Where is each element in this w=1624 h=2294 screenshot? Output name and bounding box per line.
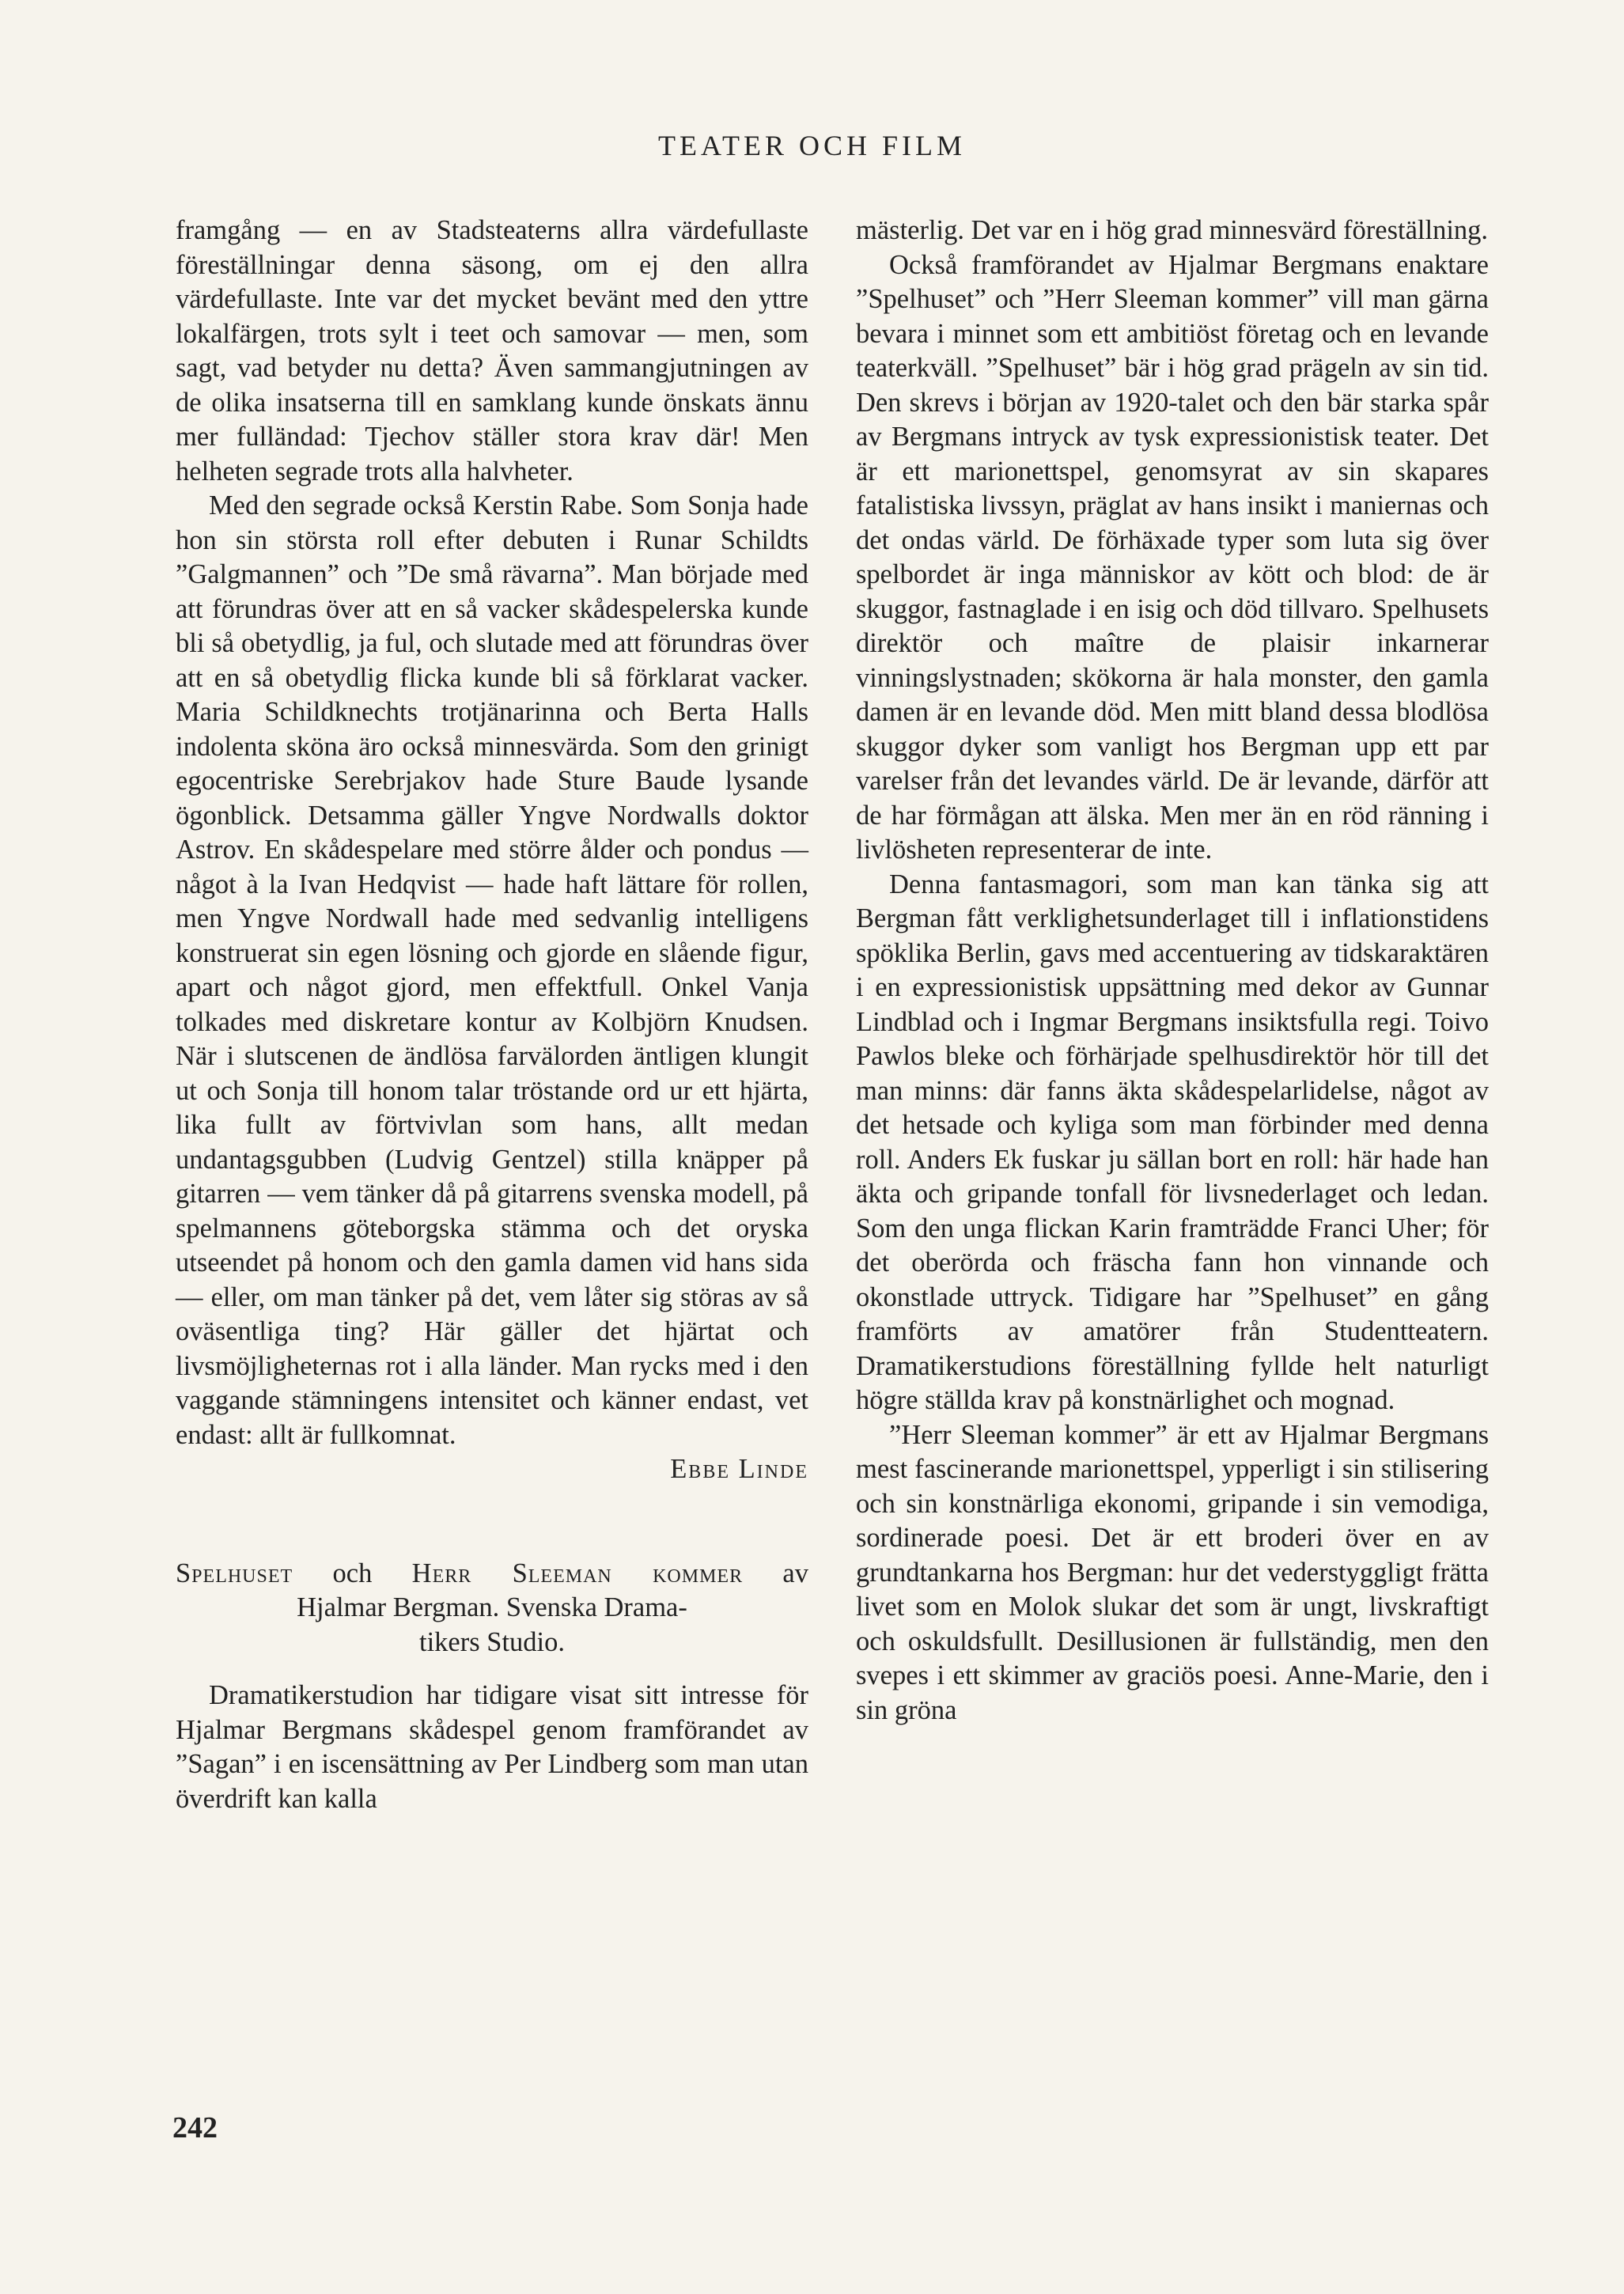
article-paragraph: ”Herr Sleeman kommer” är ett av Hjalmar Bergmans mest fascinerande marionettspel, ypperligt i sin stilisering och sin konstnärliga ekonomi, gripande i sin vemodiga, sordinerade poesi. Det är ett broderi över en av grundtankarna hos Bergman: hur det vederstyggligt frätta livet som en Molok slukar det som är ungt, livskraftigt och oskuldsfullt. Desillusionen är fullständig, men den svepes i ett skimmer av graciös poesi. Anne-Marie, den i sin gröna: [856, 1419, 1489, 1725]
left-column: [176, 214, 808, 1816]
review-conjunction: och: [293, 1558, 412, 1588]
author-signature: Ebbe Linde: [670, 1454, 808, 1484]
review-title-1: Spelhuset: [176, 1558, 293, 1588]
review-heading-line-3: tikers Studio.: [418, 1626, 565, 1657]
article-paragraph: framgång — en av Stadsteaterns allra värdefullaste föreställningar denna säsong, om ej den allra värdefullaste. Inte var det mycket bevänt med den yttre lokalfärgen, trots sylt i teet och samovar — men, som sagt, vad betyder nu detta? Även sammangjutningen av de olika insatserna till en samklang kunde önskats ännu mer fulländad: Tjechov ställer stora krav där! Men helheten segrade trots alla halvheter.: [176, 215, 808, 486]
running-header: TEATER OCH FILM: [658, 130, 966, 161]
article-paragraph: Också framförandet av Hjalmar Bergmans enaktare ”Spelhuset” och ”Herr Sleeman kommer” vill man gärna bevara i minnet som ett ambitiöst företag och en levande teaterkväll. ”Spelhuset” bär i hög grad prägeln av sin tid. Den skrevs i början av 1920-talet och den bär starka spår av Bergmans intryck av tysk expressionistisk teater. Det är ett marionettspel, genomsyrat av sin skapares fatalistiska livssyn, präglat av hans insikt i maniernas och det ondas värld. De förhäxade typer som luta sig över spelbordet är inga människor av kött och blod: de är skuggor, fastnaglade i en isig och död tillvaro. Spelhusets direktör och maître de plaisir inkarnerar vinningslystnaden; skökorna är hala monster, den gamla damen är en levande död. Men mitt bland dessa blodlösa skuggor dyker som vanligt hos Bergman upp ett par varelser från det levandes värld. De är levande, därför att de har förmågan att älska. Men mer än en röd ränning i livlösheten representerar de inte.: [856, 249, 1489, 865]
article-paragraph: mästerlig. Det var en i hög grad minnesvärd föreställning.: [856, 215, 1489, 245]
review-heading-line-2: Hjalmar Bergman. Svenska Drama-: [297, 1592, 687, 1622]
page-number: 242: [172, 2111, 218, 2144]
right-column: [856, 214, 1489, 1728]
article-paragraph: Med den segrade också Kerstin Rabe. Som Sonja hade hon sin största roll efter debuten i Runar Schildts ”Galgmannen” och ”De små rävarna”. Man började med att förundras över att en så vacker skådespelerska kunde bli så obetydlig, ja ful, och slutade med att förundras över att en så obetydlig flicka kunde bli så förklarat vacker. Maria Schildknechts trotjänarinna och Berta Halls indolenta sköna äro också minnesvärda. Som den grinigt egocentriske Serebrjakov hade Sture Baude lysande ögonblick. Detsamma gäller Yngve Nordwalls doktor Astrov. En skådespelare med större ålder och pondus — något à la Ivan Hedqvist — hade haft lättare för rollen, men Yngve Nordwall hade med sedvanlig intelligens konstruerat sin egen lösning och gjorde en slående figur, apart och något gjord, men effektfull. Onkel Vanja tolkades med diskretare kontur av Kolbjörn Knudsen. När i slutscenen de ändlösa farvälorden äntligen klungit ut och Sonja till honom talar tröstande ord ur ett hjärta, lika fullt av förtvivlan som hans, allt medan undantagsgubben (Ludvig Gentzel) stilla knäpper på gitarren — vem tänker då på gitarrens svenska modell, på spelmannens göteborgska stämma och det oryska utseendet på honom och den gamla damen vid hans sida — eller, om man tänker på det, vem låter sig störas av så oväsentliga ting? Här gäller det hjärtat och livsmöjligheternas rot i alla länder. Man rycks med i den vaggande stämningens intensitet och känner endast, vet endast: allt är fullkomnat.: [176, 490, 808, 1450]
review-paragraph: Dramatikerstudion har tidigare visat sitt intresse för Hjalmar Bergmans skådespel genom framförandet av ”Sagan” i en iscensättning av Per Lindberg som man utan överdrift kan kalla: [176, 1680, 808, 1814]
review-heading-by: av: [743, 1558, 808, 1588]
review-heading: [176, 1557, 808, 1660]
review-title-2: Herr Sleeman kommer: [411, 1558, 744, 1588]
article-paragraph: Denna fantasmagori, som man kan tänka sig att Bergman fått verklighetsunderlaget till i inflationstidens spöklika Berlin, gavs med accentuering av tidskaraktären i en expressionistisk uppsättning med dekor av Gunnar Lindblad och i Ingmar Bergmans insiktsfulla regi. Toivo Pawlos bleke och förhärjade spelhusdirektör hör till det man minns: där fanns äkta skådespelarlidelse, något av det hetsade och kyliga som man förbinder med denna roll. Anders Ek fuskar ju sällan bort en roll: här hade han äkta och gripande tonfall för livsnederlaget och ledan. Som den unga flickan Karin framträdde Franci Uher; för det oberörda och fräscha fann hon vinnande och okonstlade uttryck. Tidigare har ”Spelhuset” en gång framförts av amatörer från Studentteatern. Dramatikerstudions föreställning fyllde helt naturligt högre ställda krav på konstnärlighet och mognad.: [856, 869, 1489, 1415]
review-heading-line-1: [176, 1557, 808, 1592]
